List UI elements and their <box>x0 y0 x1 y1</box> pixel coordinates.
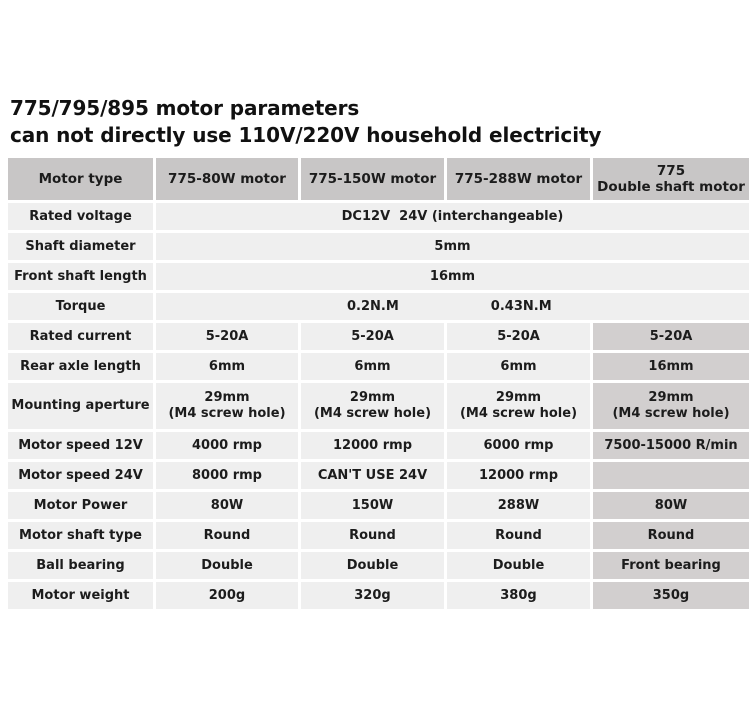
header-label: Motor type <box>8 158 153 200</box>
torque-values <box>156 293 749 320</box>
mounting-aperture-size: 29mm <box>349 390 396 405</box>
speed-24v-775-80w: 8000 rmp <box>156 462 298 489</box>
mounting-aperture-775-150w <box>301 383 444 429</box>
row-label-motor-speed-12v: Motor speed 12V <box>8 432 153 459</box>
speed-24v-double-shaft <box>593 462 749 489</box>
shaft-type-double-shaft: Round <box>593 522 749 549</box>
weight-775-288w: 380g <box>447 582 590 609</box>
rated-voltage-value: DC12V 24V (interchangeable) <box>156 203 749 230</box>
rear-axle-double-shaft: 16mm <box>593 353 749 380</box>
bearing-775-288w: Double <box>447 552 590 579</box>
rated-current-775-80w: 5-20A <box>156 323 298 350</box>
header-double-shaft-line1: 775 <box>656 163 686 179</box>
torque-value-2: 0.43N.M <box>490 298 552 314</box>
speed-12v-double-shaft: 7500-15000 R/min <box>593 432 749 459</box>
header-775-150w: 775-150W motor <box>301 158 444 200</box>
header-double-shaft-line2: Double shaft motor <box>597 179 745 195</box>
torque-value-1: 0.2N.M <box>347 298 399 314</box>
row-label-motor-weight: Motor weight <box>8 582 153 609</box>
row-label-shaft-diameter: Shaft diameter <box>8 233 153 260</box>
bearing-775-150w: Double <box>301 552 444 579</box>
row-label-front-shaft-length: Front shaft length <box>8 263 153 290</box>
rear-axle-775-288w: 6mm <box>447 353 590 380</box>
row-label-motor-power: Motor Power <box>8 492 153 519</box>
bearing-775-80w: Double <box>156 552 298 579</box>
title-line-1: 775/795/895 motor parameters <box>10 96 360 120</box>
speed-12v-775-150w: 12000 rmp <box>301 432 444 459</box>
mounting-aperture-size: 29mm <box>204 390 250 405</box>
shaft-type-775-288w: Round <box>447 522 590 549</box>
row-label-rear-axle-length: Rear axle length <box>8 353 153 380</box>
mounting-aperture-size: 29mm <box>648 390 694 405</box>
row-label-motor-shaft-type: Motor shaft type <box>8 522 153 549</box>
mounting-aperture-screw: (M4 screw hole) <box>313 406 432 421</box>
header-double-shaft <box>593 158 749 200</box>
row-label-motor-speed-24v: Motor speed 24V <box>8 462 153 489</box>
row-label-mounting-aperture: Mounting aperture <box>8 383 153 429</box>
speed-12v-775-288w: 6000 rmp <box>447 432 590 459</box>
rated-current-double-shaft: 5-20A <box>593 323 749 350</box>
power-775-80w: 80W <box>156 492 298 519</box>
mounting-aperture-screw: (M4 screw hole) <box>612 406 730 421</box>
mounting-aperture-size: 29mm <box>495 390 542 405</box>
header-775-288w: 775-288W motor <box>447 158 590 200</box>
weight-775-150w: 320g <box>301 582 444 609</box>
speed-24v-775-150w: CAN'T USE 24V <box>301 462 444 489</box>
mounting-aperture-screw: (M4 screw hole) <box>168 406 286 421</box>
page-heading <box>10 95 745 149</box>
mounting-aperture-double-shaft <box>593 383 749 429</box>
motor-parameters-table <box>8 158 747 609</box>
mounting-aperture-775-80w <box>156 383 298 429</box>
rated-current-775-288w: 5-20A <box>447 323 590 350</box>
header-775-80w: 775-80W motor <box>156 158 298 200</box>
row-label-ball-bearing: Ball bearing <box>8 552 153 579</box>
power-775-288w: 288W <box>447 492 590 519</box>
power-double-shaft: 80W <box>593 492 749 519</box>
speed-12v-775-80w: 4000 rmp <box>156 432 298 459</box>
shaft-diameter-value: 5mm <box>156 233 749 260</box>
shaft-type-775-80w: Round <box>156 522 298 549</box>
row-label-rated-current: Rated current <box>8 323 153 350</box>
weight-775-80w: 200g <box>156 582 298 609</box>
mounting-aperture-screw: (M4 screw hole) <box>459 406 578 421</box>
power-775-150w: 150W <box>301 492 444 519</box>
rear-axle-775-80w: 6mm <box>156 353 298 380</box>
weight-double-shaft: 350g <box>593 582 749 609</box>
row-label-rated-voltage: Rated voltage <box>8 203 153 230</box>
shaft-type-775-150w: Round <box>301 522 444 549</box>
rear-axle-775-150w: 6mm <box>301 353 444 380</box>
front-shaft-length-value: 16mm <box>156 263 749 290</box>
row-label-torque: Torque <box>8 293 153 320</box>
title-line-2: can not directly use 110V/220V household electricity <box>10 123 602 147</box>
speed-24v-775-288w: 12000 rmp <box>447 462 590 489</box>
mounting-aperture-775-288w <box>447 383 590 429</box>
bearing-double-shaft: Front bearing <box>593 552 749 579</box>
rated-current-775-150w: 5-20A <box>301 323 444 350</box>
